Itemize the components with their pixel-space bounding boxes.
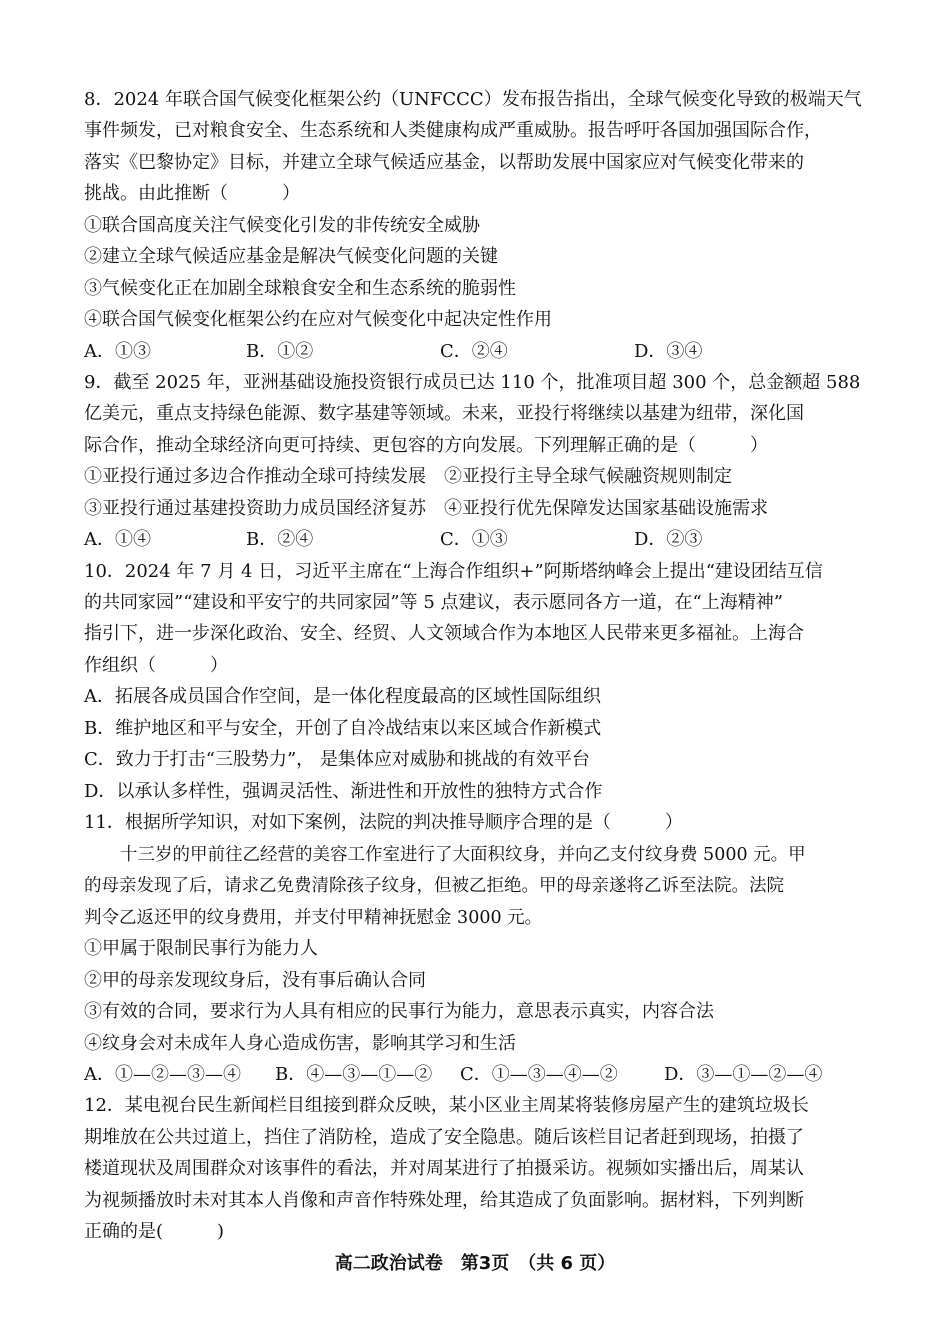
q9-stem-line-3: 际合作，推动全球经济向更可持续、更包容的方向发展。下列理解正确的是（ ） <box>84 435 768 456</box>
q8-option-a: A．①③ <box>84 341 151 362</box>
q9-items-line-1: ①亚投行通过多边合作推动全球可持续发展 ②亚投行主导全球气候融资规则制定 <box>84 466 732 487</box>
q11-option-d: D．③—①—②—④ <box>664 1064 823 1085</box>
q11-option-b: B．④—③—①—② <box>275 1064 433 1085</box>
q11-case-line-2: 的母亲发现了后，请求乙免费清除孩子纹身，但被乙拒绝。甲的母亲遂将乙诉至法院。法院 <box>84 876 784 896</box>
page-footer: 高二政治试卷 第3页 （共 6 页） <box>334 1253 616 1274</box>
q8-item-4: ④联合国气候变化框架公约在应对气候变化中起决定性作用 <box>84 309 552 330</box>
q10-stem-line-4: 作组织（ ） <box>84 655 228 676</box>
q11-option-a: A．①—②—③—④ <box>84 1064 241 1085</box>
q10-stem-line-2: 的共同家园”“建设和平安宁的共同家园”等 5 点建议，表示愿同各方一道，在“上海精神” <box>84 592 783 613</box>
q8-option-c: C．②④ <box>440 341 508 362</box>
q10-choice-a: A．拓展各成员国合作空间，是一体化程度最高的区域性国际组织 <box>84 686 601 707</box>
q9-items-line-2: ③亚投行通过基建投资助力成员国经济复苏 ④亚投行优先保障发达国家基础设施需求 <box>84 498 768 519</box>
q9-option-c: C．①③ <box>440 529 508 550</box>
q10-choice-b: B．维护地区和平与安全，开创了自冷战结束以来区域合作新模式 <box>84 718 602 739</box>
q11-case-line-3: 判令乙返还甲的纹身费用，并支付甲精神抚慰金 3000 元。 <box>84 908 543 928</box>
q10-stem-line-1: 10．2024 年 7 月 4 日，习近平主席在“上海合作组织+”阿斯塔纳峰会上提出“建设团结互信 <box>84 561 823 582</box>
q8-option-d: D．③④ <box>634 341 703 362</box>
q11-stem: 11．根据所学知识，对如下案例，法院的判决推导顺序合理的是（ ） <box>84 812 683 833</box>
q12-stem-line-1: 12．某电视台民生新闻栏目组接到群众反映，某小区业主周某将装修房屋产生的建筑垃圾长 <box>84 1095 809 1116</box>
q11-item-1: ①甲属于限制民事行为能力人 <box>84 938 318 959</box>
q12-stem-line-5: 正确的是( ) <box>84 1221 225 1242</box>
q8-option-b: B．①② <box>246 341 314 362</box>
q9-option-b: B．②④ <box>246 529 314 550</box>
q8-item-3: ③气候变化正在加剧全球粮食安全和生态系统的脆弱性 <box>84 278 516 299</box>
q9-stem-line-1: 9．截至 2025 年，亚洲基础设施投资银行成员已达 110 个，批准项目超 300 个，总金额超 588 <box>84 372 861 393</box>
q11-item-3: ③有效的合同，要求行为人具有相应的民事行为能力，意思表示真实，内容合法 <box>84 1001 714 1022</box>
q8-stem-line-2: 事件频发，已对粮食安全、生态系统和人类健康构成严重威胁。报告呼吁各国加强国际合作， <box>84 120 822 141</box>
q8-item-2: ②建立全球气候适应基金是解决气候变化问题的关键 <box>84 246 498 267</box>
q9-option-d: D．②③ <box>634 529 703 550</box>
q9-option-a: A．①④ <box>84 529 151 550</box>
q10-choice-d: D．以承认多样性，强调灵活性、渐进性和开放性的独特方式合作 <box>84 781 603 802</box>
q9-stem-line-2: 亿美元，重点支持绿色能源、数字基建等领域。未来，亚投行将继续以基建为纽带，深化国 <box>84 403 804 424</box>
q8-stem-line-4: 挑战。由此推断（ ） <box>84 183 300 204</box>
q10-stem-line-3: 指引下，进一步深化政治、安全、经贸、人文领域合作为本地区人民带来更多福祉。上海合 <box>84 623 804 644</box>
q8-item-1: ①联合国高度关注气候变化引发的非传统安全威胁 <box>84 215 480 236</box>
q10-choice-c: C．致力于打击“三股势力”， 是集体应对威胁和挑战的有效平台 <box>84 749 590 770</box>
q12-stem-line-2: 期堆放在公共过道上，挡住了消防栓，造成了安全隐患。随后该栏目记者赶到现场，拍摄了 <box>84 1127 804 1148</box>
q11-item-2: ②甲的母亲发现纹身后，没有事后确认合同 <box>84 970 426 991</box>
q12-stem-line-3: 楼道现状及周围群众对该事件的看法，并对周某进行了拍摄采访。视频如实播出后，周某认 <box>84 1158 804 1179</box>
q12-stem-line-4: 为视频播放时未对其本人肖像和声音作特殊处理，给其造成了负面影响。据材料，下列判断 <box>84 1190 804 1211</box>
q11-case-line-1: 十三岁的甲前往乙经营的美容工作室进行了大面积纹身，并向乙支付纹身费 5000 元。甲 <box>120 845 806 865</box>
q8-stem-line-1: 8．2024 年联合国气候变化框架公约（UNFCCC）发布报告指出，全球气候变化导致的极端天气 <box>84 89 862 110</box>
q11-item-4: ④纹身会对未成年人身心造成伤害，影响其学习和生活 <box>84 1033 516 1054</box>
q11-option-c: C．①—③—④—② <box>460 1064 618 1085</box>
q8-stem-line-3: 落实《巴黎协定》目标，并建立全球气候适应基金，以帮助发展中国家应对气候变化带来的 <box>84 152 804 173</box>
